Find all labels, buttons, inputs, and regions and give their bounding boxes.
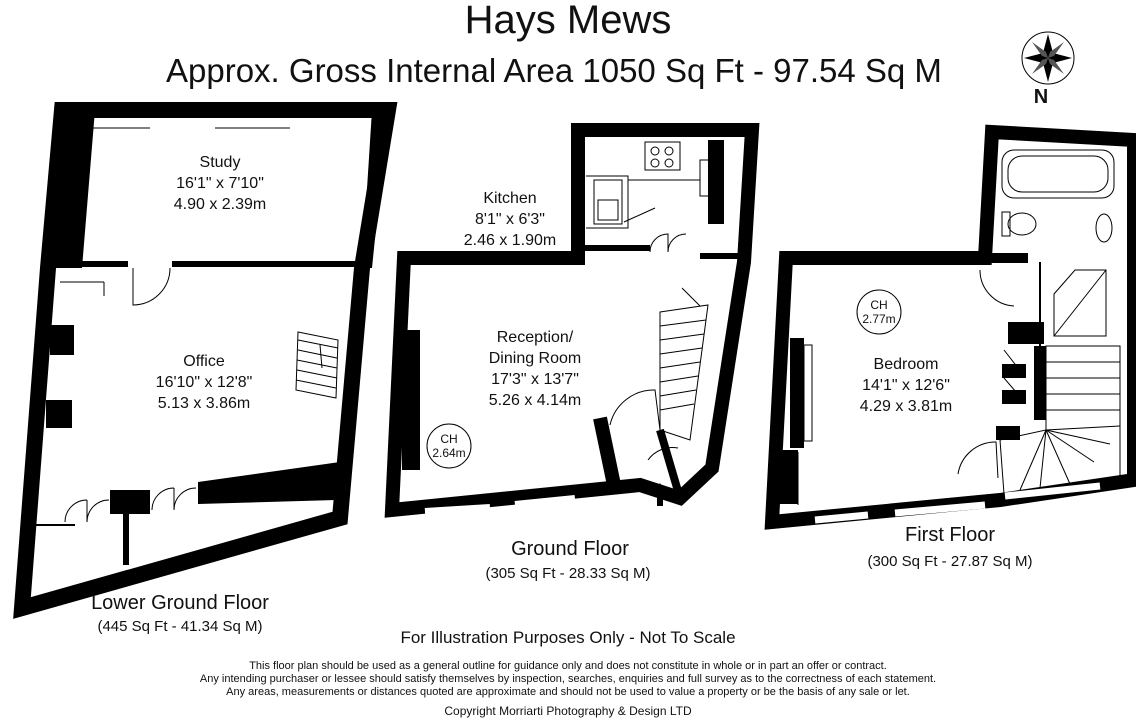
hall-partition	[600, 418, 614, 485]
room-imperial: 16'10" x 12'8"	[155, 374, 253, 391]
gross-area-subtitle: Approx. Gross Internal Area 1050 Sq Ft - 97.54 Sq M	[166, 52, 942, 89]
landing-wall-block	[1002, 390, 1026, 404]
office-front-wall	[198, 462, 340, 504]
room-imperial: 16'1" x 7'10"	[176, 175, 264, 192]
room-metric: 4.90 x 2.39m	[173, 196, 267, 213]
reception-door-swing	[610, 390, 660, 430]
illustration-notice: For Illustration Purposes Only - Not To Scale	[400, 628, 736, 647]
lower-ground-stairs	[296, 332, 338, 398]
kitchen-wall-block	[708, 140, 724, 224]
bathroom-door-swing	[980, 270, 1014, 306]
copyright-notice: Copyright Morriarti Photography & Design LTD	[444, 704, 692, 718]
toilet-icon	[1008, 213, 1036, 235]
landing-wall-block	[1002, 364, 1026, 378]
compass-north-label: N	[1033, 86, 1049, 108]
hob-icon	[645, 142, 680, 170]
floor-area-ground: (305 Sq Ft - 28.33 Sq M)	[485, 565, 651, 582]
kitchen-door-swing	[668, 234, 686, 252]
office-pillar	[110, 490, 150, 514]
first-window	[1005, 486, 1100, 496]
bedroom-door-swing	[958, 442, 998, 478]
room-imperial: 17'3" x 13'7"	[491, 371, 579, 388]
office-french-door	[174, 488, 196, 510]
room-metric: 5.13 x 3.86m	[157, 395, 251, 412]
lower-ground-wall-block	[362, 110, 388, 268]
floor-area-lower-ground: (445 Sq Ft - 41.34 Sq M)	[97, 618, 263, 635]
bedroom-fireplace	[790, 338, 804, 448]
floor-name-first: First Floor	[905, 524, 995, 546]
kitchen-door-swing	[650, 234, 668, 252]
room-name: Study	[199, 154, 241, 171]
room-label-office	[134, 351, 274, 414]
bedroom-fireplace-hearth	[804, 345, 812, 441]
room-name: Office	[183, 353, 225, 370]
floor-name-ground: Ground Floor	[511, 538, 629, 560]
room-label-bedroom	[846, 354, 966, 417]
room-name: Kitchen	[483, 190, 537, 207]
ground-floor-stairs	[660, 288, 708, 440]
office-pillar	[50, 325, 74, 355]
office-french-door	[87, 500, 109, 522]
room-name-line2: Dining Room	[488, 350, 582, 367]
kitchen-arrow	[624, 208, 655, 222]
plan-title: Hays Mews	[464, 0, 672, 42]
bath-icon	[1002, 150, 1114, 198]
office-french-door	[65, 500, 87, 522]
floor-name-lower-ground: Lower Ground Floor	[91, 592, 269, 614]
room-label-reception	[465, 327, 605, 411]
ceiling-height-value: 2.64m	[432, 446, 466, 460]
room-metric: 2.46 x 1.90m	[463, 232, 557, 249]
ceiling-height-label: CH	[440, 432, 458, 446]
room-name: Bedroom	[873, 356, 939, 373]
basin-icon	[1096, 214, 1112, 242]
first-floor-plan	[772, 132, 1134, 522]
room-label-kitchen	[440, 188, 580, 251]
office-pillar	[46, 400, 72, 428]
room-name: Reception/	[496, 329, 574, 346]
disclaimer-line: Any areas, measurements or distances quoted are approximate and should not be used to value a property or be the basis of any sale or let.	[226, 686, 910, 698]
disclaimer-line: This floor plan should be used as a general outline for guidance only and does not constitute in whole or in part an offer or contract.	[249, 660, 887, 672]
room-label-study	[150, 152, 290, 215]
bathroom-wall-block	[1008, 322, 1044, 344]
floor-area-first: (300 Sq Ft - 27.87 Sq M)	[867, 553, 1033, 570]
ground-window	[425, 508, 490, 512]
first-outer-wall	[772, 132, 1134, 522]
first-window	[815, 515, 868, 520]
room-metric: 5.26 x 4.14m	[488, 392, 582, 409]
bedroom-wall-block	[780, 450, 798, 504]
room-metric: 4.29 x 3.81m	[859, 398, 953, 415]
reception-fireplace	[402, 330, 420, 470]
office-french-door	[152, 488, 174, 510]
office-door-swing	[133, 268, 170, 305]
ceiling-height-label: CH	[870, 298, 888, 312]
ceiling-height-ground	[427, 432, 471, 460]
ceiling-height-value: 2.77m	[862, 312, 896, 326]
room-imperial: 8'1" x 6'3"	[475, 211, 545, 228]
ceiling-height-first	[857, 298, 901, 326]
room-imperial: 14'1" x 12'6"	[862, 377, 950, 394]
disclaimer-line: Any intending purchaser or lessee should satisfy themselves by inspection, searches, enquiries and full survey as to the correctness of each statement.	[199, 673, 937, 685]
